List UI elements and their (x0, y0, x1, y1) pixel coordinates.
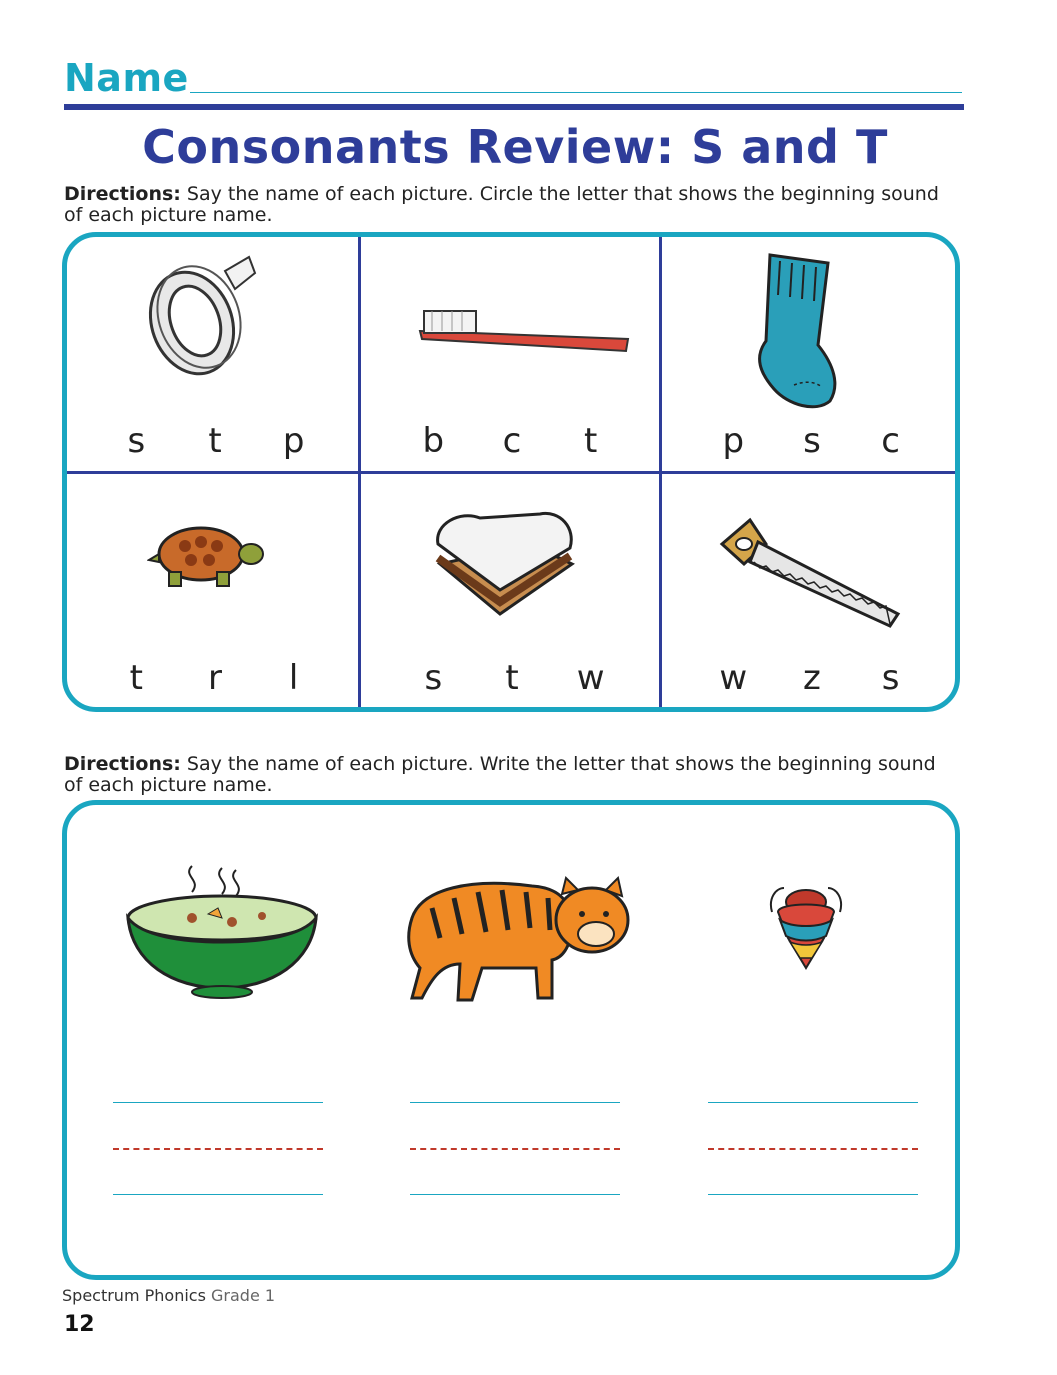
letter-option[interactable]: z (803, 658, 821, 698)
letter-option[interactable]: t (129, 658, 143, 698)
letter-choices (664, 421, 960, 461)
name-row (64, 56, 964, 100)
page-number: 12 (64, 1312, 95, 1337)
letter-option[interactable]: c (502, 421, 522, 461)
letter-choices (664, 658, 960, 698)
writing-lines[interactable] (113, 1092, 323, 1202)
write-line-bottom (410, 1194, 620, 1195)
letter-choices (67, 421, 363, 461)
tape-icon (137, 251, 267, 381)
picture-cell-turtle (67, 474, 363, 708)
letter-option[interactable]: s (424, 658, 443, 698)
book-title: Spectrum Phonics (62, 1286, 206, 1305)
directions-lead: Directions: (64, 183, 181, 205)
letter-choices (364, 658, 660, 698)
letter-choices (364, 421, 660, 461)
letter-option[interactable]: r (207, 658, 222, 698)
letter-option[interactable]: s (881, 658, 900, 698)
grade-label: Grade 1 (205, 1286, 276, 1305)
tiger-icon (402, 868, 634, 1008)
directions-circle (64, 184, 944, 226)
spinning-top-icon (764, 882, 848, 974)
saw-icon (714, 514, 904, 634)
letter-option[interactable]: p (282, 421, 305, 461)
write-line-top (708, 1102, 918, 1103)
picture-cell-toothbrush (364, 237, 660, 471)
letter-option[interactable]: w (576, 658, 605, 698)
picture-cell-sock (664, 237, 960, 471)
turtle-icon (147, 514, 267, 594)
circle-letter-panel (62, 232, 960, 712)
write-line-top (113, 1102, 323, 1103)
sock-icon (744, 245, 844, 415)
writing-lines[interactable] (410, 1092, 620, 1202)
title-divider (64, 104, 964, 110)
letter-option[interactable]: l (288, 658, 299, 698)
write-line-mid (113, 1148, 323, 1150)
letter-option[interactable]: t (505, 658, 519, 698)
letter-option[interactable]: s (127, 421, 146, 461)
letter-option[interactable]: c (881, 421, 900, 461)
footer-credit (62, 1286, 275, 1305)
directions-lead: Directions: (64, 753, 181, 775)
soup-bowl-icon (122, 862, 322, 1002)
name-label: Name (64, 56, 189, 100)
writing-lines[interactable] (708, 1092, 918, 1202)
page-title: Consonants Review: S and T (142, 120, 888, 174)
directions-write (64, 754, 944, 796)
picture-cell-saw (664, 474, 960, 708)
letter-option[interactable]: w (719, 658, 748, 698)
write-line-top (410, 1102, 620, 1103)
picture-cell-tape (67, 237, 363, 471)
picture-cell-sandwich (364, 474, 660, 708)
letter-option[interactable]: t (208, 421, 222, 461)
letter-choices (67, 658, 363, 698)
write-line-bottom (708, 1194, 918, 1195)
toothbrush-icon (414, 297, 634, 367)
letter-option[interactable]: t (583, 421, 598, 461)
write-line-mid (410, 1148, 620, 1150)
name-write-line[interactable] (190, 92, 962, 93)
directions-text: Say the name of each picture. Circle the letter that shows the beginning sound of each picture name. (64, 183, 939, 226)
write-line-bottom (113, 1194, 323, 1195)
sandwich-icon (430, 504, 580, 624)
directions-text: Say the name of each picture. Write the letter that shows the beginning sound of each picture name. (64, 753, 936, 796)
letter-option[interactable]: b (422, 421, 445, 461)
letter-option[interactable]: s (803, 421, 821, 461)
letter-option[interactable]: p (722, 421, 745, 461)
write-line-mid (708, 1148, 918, 1150)
